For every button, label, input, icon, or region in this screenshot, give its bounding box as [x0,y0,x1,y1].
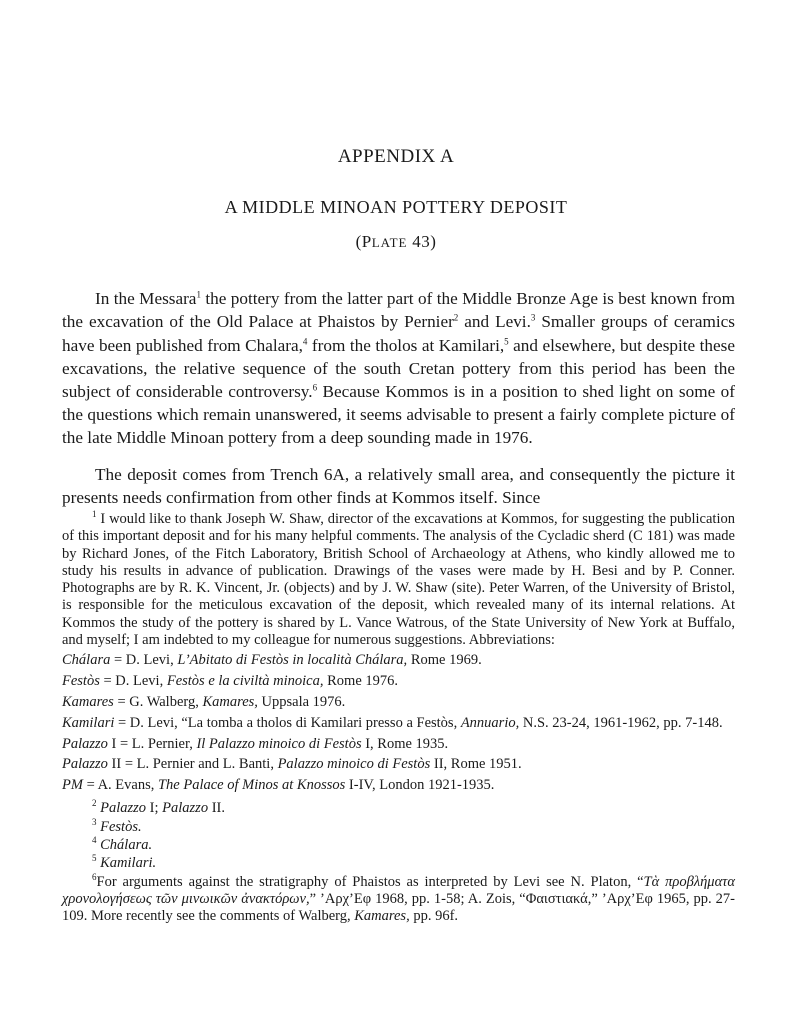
footnote-1: $^1$ I would like to thank Joseph W. Shaw, director of the excavations at Kommos, for suggesting the publication of this important deposit and for his many helpful comments. The analysis of the Cycladic sherd (C 181) was made by Richard Jones, of the Fitch Laboratory, British School of Archaeology at Athens, who kindly allowed me to study his results in advance of publication. Drawings of the vases were made by H. Besi and by P. Conner. Photographs are by R. K. Vincent, Jr. (objects) and by J. W. Shaw (site). Peter Warren, of the University of Bristol, is responsible for the meticulous excavation of the deposit, which revealed many of its internal relations. At Kommos the study of the pottery is shared by L. Vance Watrous, of the State University of New York at Buffalo, and myself; I am indebted to my colleague for numerous suggestions. Abbreviations: [62,509,735,649]
short-footnotes [62,800,735,872]
abbreviations-list [62,652,735,794]
abbreviation-item: Festòs = D. Levi, Festòs e la civiltà minoica, Rome 1976. [62,673,399,690]
abbreviation-item: Chálara = D. Levi, L’Abitato di Festòs in località Chálara, Rome 1969. [62,652,482,669]
abbreviation-item: Kamares = G. Walberg, Kamares, Uppsala 1976. [62,693,346,710]
plate-reference: (PLATE 43) [355,232,437,251]
paragraph-2: The deposit comes from Trench 6A, a relatively small area, and consequently the picture it presents needs confirmation from other finds at Kommos itself. Since [62,465,735,508]
footnote-6: $^6$For arguments against the stratigraphy of Phaistos as interpreted by Levi see N. Platon, “Τὰ προβλήματα χρονολογήσεως τῶν μινωικῶν ἀνακτόρων,” ’Αρχ’Εφ 1968, pp. 1-58; A. Zois, “Φαιστιακά,” ’Αρχ’Εφ 1965, pp. 27-109. More recently see the comments of Walberg, Kamares, pp. 96f. [62,871,735,925]
chapter-title: A MIDDLE MINOAN POTTERY DEPOSIT [224,197,568,217]
footnote-2: $^2$ Palazzo I; Palazzo II. [92,798,225,817]
abbreviation-item: Kamilari = D. Levi, “La tomba a tholos di Kamilari presso a Festòs, Annuario, N.S. 23-24, 1961-1962, pp. 7-148. [62,714,723,731]
footnote-ref: 2 [453,312,459,323]
footnote-ref: 1 [196,289,201,300]
footnote-5: $^5$ Kamilari. [92,853,157,872]
footnote-3: $^3$ Festòs. [92,816,142,835]
footnote-ref: 6 [312,382,318,393]
footnote-ref: 5 [504,335,509,346]
abbreviation-item: Palazzo II = L. Pernier and L. Banti, Palazzo minoico di Festòs II, Rome 1951. [62,756,522,773]
footnote-ref: 3 [530,312,536,323]
abbreviation-item: Palazzo I = L. Pernier, Il Palazzo minoico di Festòs I, Rome 1935. [62,735,449,752]
footnote-4: $^4$ Chálara. [92,835,153,854]
abbreviation-item: PM = A. Evans, The Palace of Minos at Knossos I-IV, London 1921-1935. [62,777,495,794]
footnotes [62,511,735,926]
appendix-heading: APPENDIX A [337,146,455,167]
paragraph-1: In the Messara$^1$ the pottery from the latter part of the Middle Bronze Age is best known from the excavation of the Old Palace at Phaistos by Pernier$^2$ and Levi.$^3$ Smaller groups of ceramics have been published from Chalara,$^4$ from the tholos at Kamilari,$^5$ and elsewhere, but despite these excavations, the relative sequence of the south Cretan pottery from this period has been the subject of considerable controversy.$^6$ Because Kommos is in a position to shed light on some of the questions which remain unanswered, it seems advisable to present a fairly complete picture of the late Middle Minoan pottery from a deep sounding made in 1976. [62,289,736,448]
footnote-ref: 4 [302,335,308,346]
